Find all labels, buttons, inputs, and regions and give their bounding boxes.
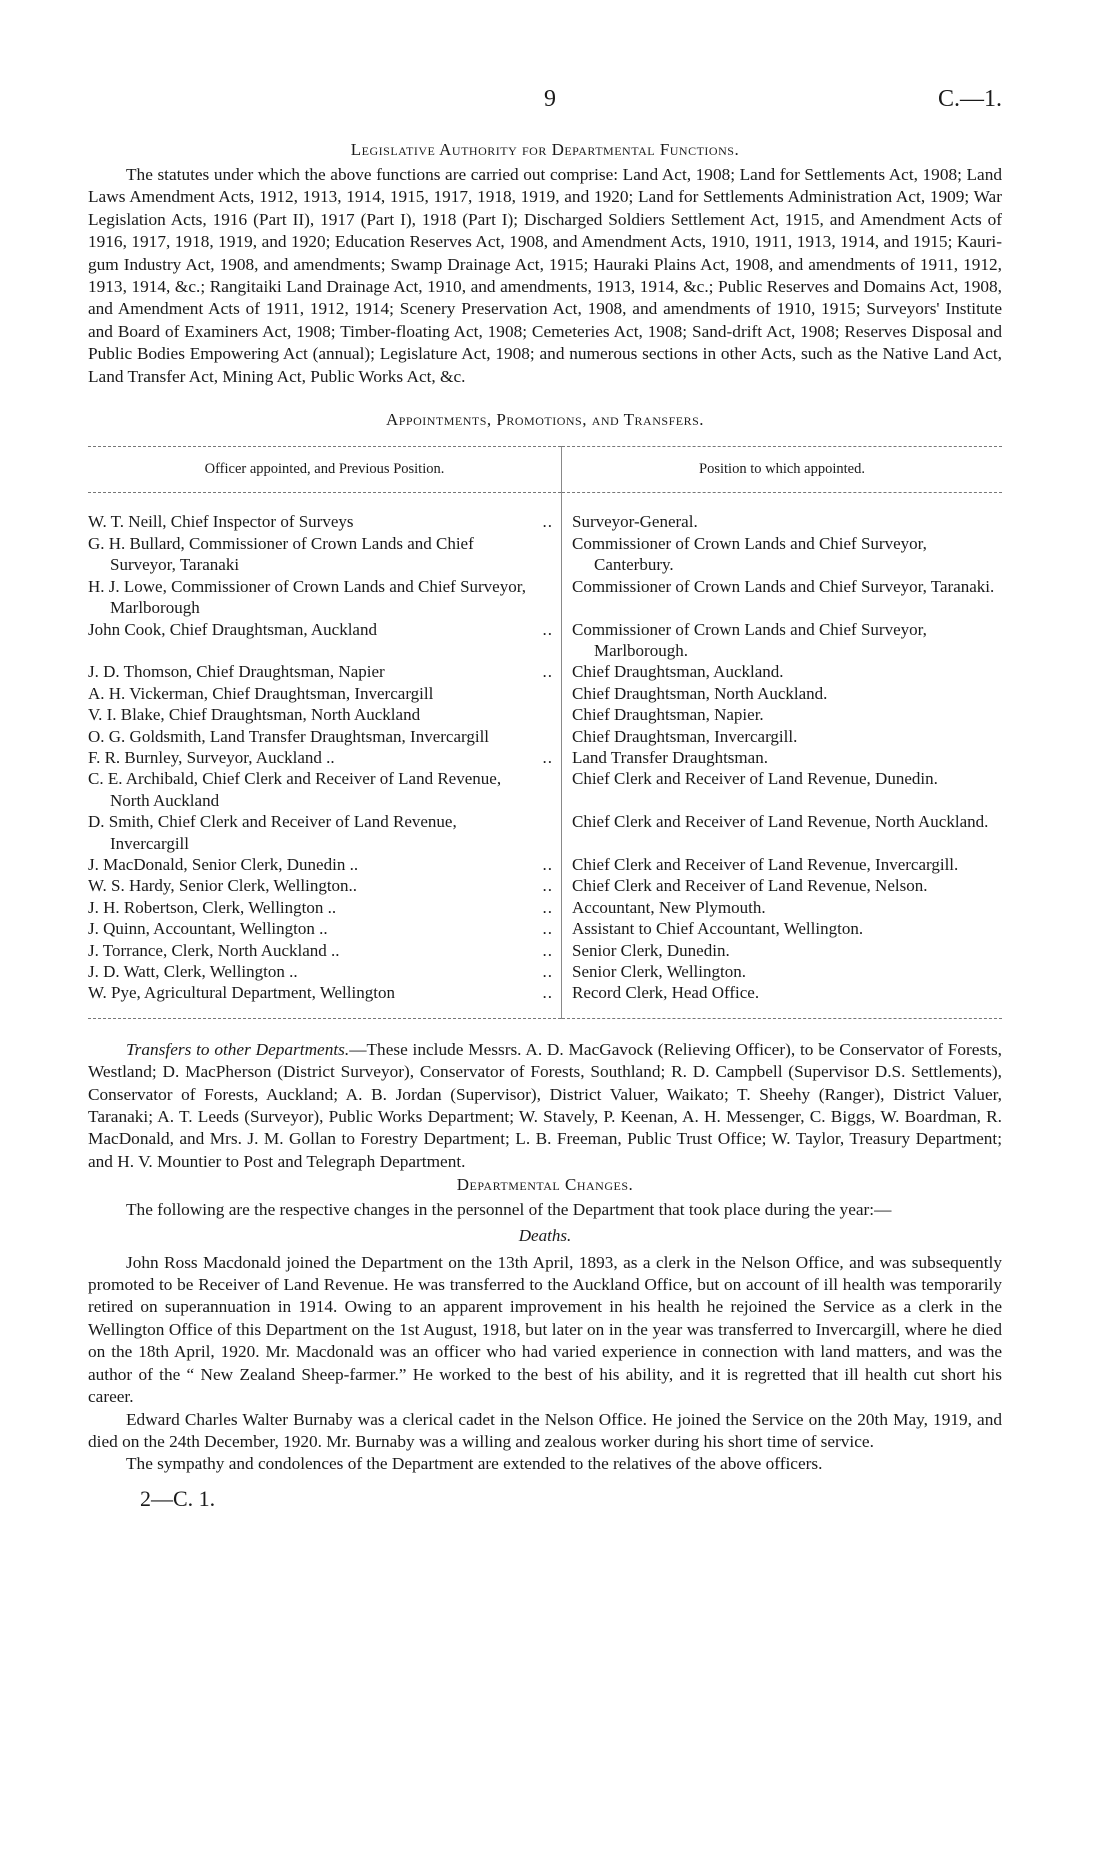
officer-cell <box>88 940 562 961</box>
officer-cell <box>88 897 562 918</box>
table-row <box>88 875 1002 896</box>
officer-cell <box>88 747 562 768</box>
officer-cell <box>88 811 562 854</box>
officer-text: John Cook, Chief Draughtsman, Auckland <box>88 619 377 639</box>
position-cell <box>562 704 1003 725</box>
position-cell <box>562 747 1003 768</box>
officer-text: J. Quinn, Accountant, Wellington .. <box>88 919 328 939</box>
position-cell <box>562 683 1003 704</box>
table-row <box>88 747 1002 768</box>
leader-dots <box>527 704 553 725</box>
position-cell <box>562 961 1003 982</box>
position-cell <box>562 661 1003 682</box>
table-row <box>88 811 1002 854</box>
condolences-text: The sympathy and condolences of the Department are extended to the relatives of the above officers. <box>126 1454 823 1474</box>
officer-cell <box>88 726 562 747</box>
officer-cell <box>88 768 562 811</box>
officer-cell <box>88 982 562 1018</box>
burnaby-text: Edward Charles Walter Burnaby was a clerical cadet in the Nelson Office. He joined the Service on the 20th May, 1919, and died on the 24th December, 1920. Mr. Burnaby was a willing and zealous worker during his short time of service. <box>88 1409 1002 1451</box>
table-row <box>88 982 1002 1018</box>
officer-text: W. S. Hardy, Senior Clerk, Wellington.. <box>88 876 358 896</box>
table-row <box>88 854 1002 875</box>
position-text: Chief Clerk and Receiver of Land Revenue, Invercargill. <box>572 854 959 874</box>
position-cell <box>562 619 1003 662</box>
table-row <box>88 768 1002 811</box>
table-row <box>88 533 1002 576</box>
officer-cell <box>88 661 562 682</box>
leader-dots: .. <box>542 876 553 896</box>
deaths-paragraph-macdonald: John Ross Macdonald joined the Department on the 13th April, 1893, as a clerk in the Nelson Office, and was subsequently promoted to be Receiver of Land Revenue. He was transferred to the Auckland Office, but on account of ill health was temporarily retired on superannuation in 1914. Owing to an apparent improvement in his health he rejoined the Service as a clerk in the Wellington Office of this Department on the 1st August, 1918, but later on in the year was transferred to Invercargill, where he died on the 18th April, 1920. Mr. Macdonald was an officer who had varied experience in connection with land matters, and was the author of the “ New Zealand Sheep-farmer.” He worked to the best of his ability, and it is regretted that ill health cut short his career. <box>88 1252 1002 1407</box>
position-text: Record Clerk, Head Office. <box>572 983 760 1003</box>
appointments-table <box>88 446 1002 1019</box>
position-text: Accountant, New Plymouth. <box>572 897 766 917</box>
leader-dots: .. <box>542 983 553 1003</box>
table-row <box>88 726 1002 747</box>
position-text: Senior Clerk, Dunedin. <box>572 940 730 960</box>
position-text: Commissioner of Crown Lands and Chief Surveyor, Canterbury. <box>572 533 927 575</box>
leader-dots <box>527 811 553 854</box>
officer-text: W. T. Neill, Chief Inspector of Surveys <box>88 512 354 532</box>
position-text: Chief Draughtsman, North Auckland. <box>572 683 828 703</box>
officer-text: A. H. Vickerman, Chief Draughtsman, Invercargill <box>88 683 434 703</box>
leader-dots: .. <box>542 854 553 874</box>
position-cell <box>562 854 1003 875</box>
appointments-body <box>88 493 1002 1018</box>
table-row <box>88 683 1002 704</box>
position-cell <box>562 493 1003 533</box>
appointments-table-wrap <box>88 446 1002 1019</box>
position-cell <box>562 726 1003 747</box>
officer-text: V. I. Blake, Chief Draughtsman, North Auckland <box>88 705 421 725</box>
leader-dots: .. <box>542 897 553 917</box>
position-text: Chief Clerk and Receiver of Land Revenue, North Auckland. <box>572 812 989 832</box>
position-text: Chief Draughtsman, Auckland. <box>572 662 784 682</box>
deaths-paragraph-burnaby <box>88 1409 1002 1454</box>
position-text: Senior Clerk, Wellington. <box>572 962 746 981</box>
column-header-officer: Officer appointed, and Previous Position. <box>88 447 562 493</box>
position-text: Commissioner of Crown Lands and Chief Surveyor, Taranaki. <box>572 576 995 596</box>
table-row <box>88 661 1002 682</box>
position-text: Surveyor-General. <box>572 512 698 532</box>
officer-text: D. Smith, Chief Clerk and Receiver of Land Revenue, Invercargill <box>88 812 457 853</box>
position-cell <box>562 768 1003 811</box>
legislative-paragraph: The statutes under which the above functions are carried out comprise: Land Act, 1908; Land for Settlements Act, 1908; Land Laws Amendment Acts, 1912, 1913, 1914, 1915, 1917, 1918, 1919, and 1920; Land for Settlements Administration Act, 1909; War Legislation Acts, 1916 (Part II), 1917 (Part I), 1918 (Part I); Discharged Soldiers Settlement Act, 1915, and Amendment Acts of 1916, 1917, 1918, 1919, and 1920; Education Reserves Act, 1908, and Amendment Acts, 1910, 1911, 1913, 1914, and 1915; Kauri-gum Industry Act, 1908, and amendments; Swamp Drainage Act, 1915; Hauraki Plains Act, 1908, and amendments of 1911, 1912, 1913, 1914, &c.; Rangitaiki Land Drainage Act, 1910, and amendments, 1913, 1914, &c.; Public Reserves and Domains Act, 1908, and Amendment Acts of 1911, 1912, 1914; Scenery Preservation Act, 1908, and amendments of 1910, 1915; Surveyors' Institute and Board of Examiners Act, 1908; Timber-floating Act, 1908; Cemeteries Act, 1908; Sand-drift Act, 1908; Reserves Disposal and Public Bodies Empowering Act (annual); Legislature Act, 1908; and numerous sections in other Acts, such as the Native Land Act, Land Transfer Act, Mining Act, Public Works Act, &c. <box>88 165 1002 386</box>
officer-text: W. Pye, Agricultural Department, Wellington <box>88 983 395 1003</box>
leader-dots <box>527 726 553 747</box>
position-text: Chief Clerk and Receiver of Land Revenue, Nelson. <box>572 876 928 896</box>
leader-dots: .. <box>542 962 553 981</box>
table-row <box>88 918 1002 939</box>
column-header-position: Position to which appointed. <box>562 447 1003 493</box>
transfers-lead: Transfers to other Departments. <box>126 1039 350 1059</box>
table-row <box>88 493 1002 533</box>
table-row <box>88 619 1002 662</box>
officer-cell <box>88 576 562 619</box>
table-row <box>88 576 1002 619</box>
position-text: Assistant to Chief Accountant, Wellington. <box>572 919 864 939</box>
officer-cell <box>88 854 562 875</box>
officer-text: J. D. Watt, Clerk, Wellington .. <box>88 962 298 981</box>
officer-text: C. E. Archibald, Chief Clerk and Receiver of Land Revenue, North Auckland <box>88 769 502 810</box>
table-row <box>88 940 1002 961</box>
page-number: 9 <box>544 86 556 112</box>
changes-heading: Departmental Changes. <box>456 1175 634 1195</box>
table-row <box>88 897 1002 918</box>
officer-text: O. G. Goldsmith, Land Transfer Draughtsman, Invercargill <box>88 726 490 746</box>
officer-cell <box>88 619 562 662</box>
table-header-row <box>88 447 1002 493</box>
position-text: Land Transfer Draughtsman. <box>572 747 768 767</box>
leader-dots: .. <box>542 940 553 960</box>
leader-dots: .. <box>542 747 553 767</box>
transfers-paragraph <box>88 1039 1002 1173</box>
officer-text: H. J. Lowe, Commissioner of Crown Lands and Chief Surveyor, Marlborough <box>88 576 526 618</box>
officer-text: F. R. Burnley, Surveyor, Auckland .. <box>88 747 335 767</box>
position-cell <box>562 533 1003 576</box>
leader-dots <box>527 576 553 619</box>
officer-text: J. D. Thomson, Chief Draughtsman, Napier <box>88 662 385 682</box>
leader-dots: .. <box>542 662 553 682</box>
position-cell <box>562 875 1003 896</box>
table-row <box>88 704 1002 725</box>
officer-cell <box>88 704 562 725</box>
condolences-paragraph <box>88 1453 1002 1475</box>
officer-text: J. Torrance, Clerk, North Auckland .. <box>88 940 340 960</box>
officer-cell <box>88 493 562 533</box>
deaths-heading: Deaths. <box>518 1225 572 1245</box>
page-signature: 2—C. 1. <box>140 1485 216 1511</box>
appointments-heading: Appointments, Promotions, and Transfers. <box>385 410 704 430</box>
leader-dots: .. <box>542 619 553 639</box>
officer-cell <box>88 875 562 896</box>
leader-dots: .. <box>542 512 553 532</box>
table-row <box>88 961 1002 982</box>
officer-text: G. H. Bullard, Commissioner of Crown Lands and Chief Surveyor, Taranaki <box>88 533 474 575</box>
position-text: Commissioner of Crown Lands and Chief Surveyor, Marlborough. <box>572 619 927 660</box>
officer-cell <box>88 683 562 704</box>
position-cell <box>562 576 1003 619</box>
document-reference: C.—1. <box>937 86 1002 112</box>
leader-dots <box>527 768 553 811</box>
changes-intro: The following are the respective changes in the personnel of the Department that took place during the year:— <box>126 1200 892 1220</box>
officer-text: J. MacDonald, Senior Clerk, Dunedin .. <box>88 854 359 874</box>
position-cell <box>562 940 1003 961</box>
position-cell <box>562 918 1003 939</box>
leader-dots <box>527 683 553 704</box>
transfers-text: —These include Messrs. A. D. MacGavock (Relieving Officer), to be Conservator of Forests, Westland; D. MacPherson (District Surveyor), Conservator of Forests, Southland; R. D. Campbell (Supervisor D.S. Settlements), Conservator of Forests, Auckland; A. B. Jordan (Supervisor), District Valuer, Waikato; T. Sheehy (Ranger), District Valuer, Taranaki; A. T. Leeds (Surveyor), Public Works Department; W. Stavely, P. Keenan, A. H. Messenger, C. Biggs, W. Boardman, R. MacDonald, and Mrs. J. M. Gollan to Forestry Department; L. B. Freeman, Public Trust Office; W. Taylor, Treasury Department; and H. V. Mountier to Post and Telegraph Department. <box>88 1039 1002 1171</box>
officer-cell <box>88 961 562 982</box>
position-text: Chief Draughtsman, Invercargill. <box>572 726 798 746</box>
officer-cell <box>88 918 562 939</box>
position-cell <box>562 897 1003 918</box>
page-content <box>88 140 1002 1512</box>
position-cell <box>562 982 1003 1018</box>
officer-text: J. H. Robertson, Clerk, Wellington .. <box>88 897 337 917</box>
leader-dots <box>527 533 553 576</box>
legislative-heading: Legislative Authority for Departmental Functions. <box>350 140 740 159</box>
leader-dots: .. <box>542 919 553 939</box>
officer-cell <box>88 533 562 576</box>
position-cell <box>562 811 1003 854</box>
position-text: Chief Draughtsman, Napier. <box>572 705 764 725</box>
position-text: Chief Clerk and Receiver of Land Revenue, Dunedin. <box>572 769 938 789</box>
